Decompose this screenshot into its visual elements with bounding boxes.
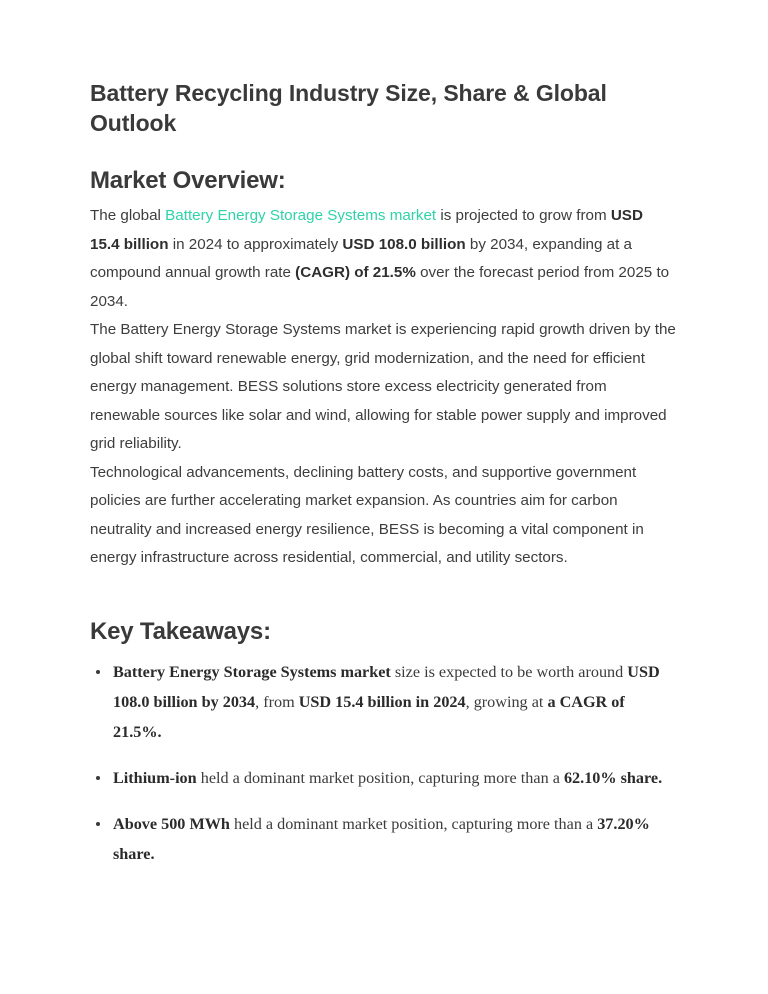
text-segment: by 2034, expanding at a compound annual growth rate xyxy=(90,235,633,281)
paragraph-market-overview-2: The Battery Energy Storage Systems market is experiencing rapid growth driven by the global shift toward renewable energy, grid modernization, and the need for efficient energy management. BESS solutions store excess electricity generated from renewable sources like solar and wind, allowing for stable power supply and improved grid reliability. xyxy=(90,321,676,452)
text-segment: held a dominant market position, capturing more than a xyxy=(196,768,564,787)
bold-text: 37.20% share. xyxy=(113,814,650,863)
bullet-icon xyxy=(96,822,100,826)
bold-cagr-21-5-percent: (CAGR) of 21.5% xyxy=(295,264,416,281)
text-segment: in 2024 to approximately xyxy=(168,235,343,253)
bullet-icon xyxy=(96,670,100,674)
list-item xyxy=(90,809,676,869)
bold-usd-108-billion: USD 108.0 billion xyxy=(342,235,466,253)
text-segment: , from xyxy=(255,692,299,711)
paragraph-market-overview-3: Technological advancements, declining battery costs, and supportive government policies are further accelerating market expansion. As countries aim for carbon neutrality and increased energy resilience, BESS is becoming a vital component in energy infrastructure across residential, commercial, and utility sectors. xyxy=(90,463,644,566)
text-segment: held a dominant market position, capturing more than a xyxy=(229,814,598,833)
paragraph-market-overview-1 xyxy=(90,202,676,316)
text-segment: over the forecast period from 2025 to 2034. xyxy=(90,264,670,310)
bold-text: a CAGR of 21.5%. xyxy=(113,692,625,741)
link-battery-energy-storage-systems-market[interactable]: Battery Energy Storage Systems market xyxy=(165,207,437,224)
bold-text: Lithium-ion xyxy=(113,768,197,787)
section-heading-market-overview: Market Overview: xyxy=(90,167,286,194)
text-segment: is projected to grow from xyxy=(436,207,611,224)
bold-usd-15-4-billion: USD 15.4 billion xyxy=(90,207,643,253)
bold-text: USD 15.4 billion in 2024 xyxy=(298,692,466,711)
list-item xyxy=(90,657,676,747)
key-takeaways-list xyxy=(90,657,676,869)
bold-text: USD 108.0 billion by 2034 xyxy=(113,662,660,711)
bold-text: Battery Energy Storage Systems market xyxy=(113,662,391,681)
bullet-icon xyxy=(96,776,100,780)
list-item xyxy=(90,763,676,793)
text-segment: The global xyxy=(90,207,166,224)
document-content xyxy=(90,78,676,869)
text-segment: , growing at xyxy=(465,692,548,711)
text-segment: size is expected to be worth around xyxy=(390,662,628,681)
section-heading-key-takeaways: Key Takeaways: xyxy=(90,617,271,645)
page-title: Battery Recycling Industry Size, Share & Global Outlook xyxy=(90,80,607,136)
bold-text: 62.10% share. xyxy=(563,768,663,787)
bold-text: Above 500 MWh xyxy=(113,814,230,833)
